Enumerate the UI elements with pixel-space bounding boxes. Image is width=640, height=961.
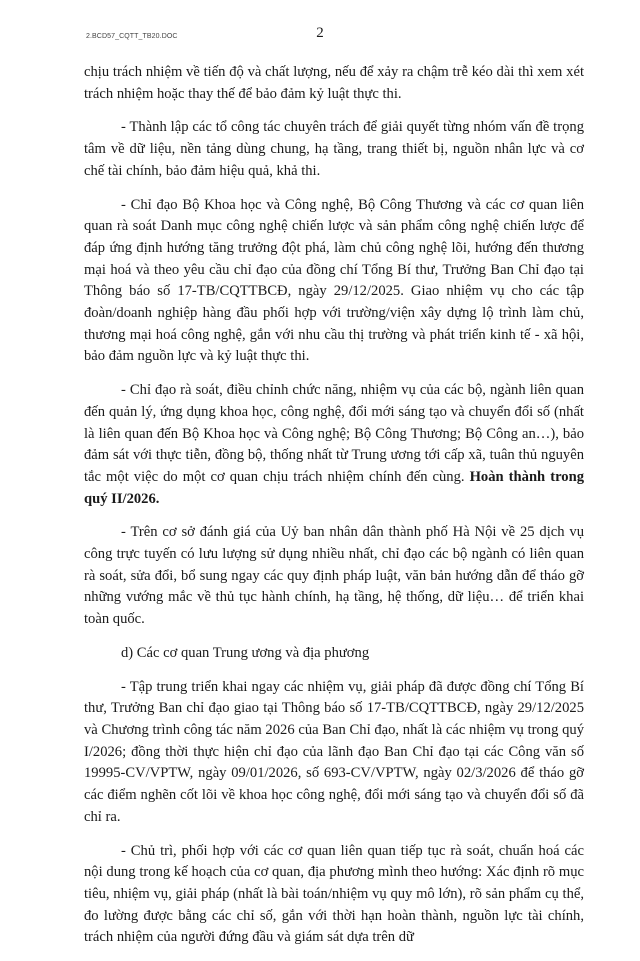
document-file-code: 2.BCD57_CQTT_TB20.DOC (86, 33, 178, 40)
paragraph-strategic-technology: - Chỉ đạo Bộ Khoa học và Công nghệ, Bộ Công Thương và các cơ quan liên quan rà soát Danh mục công nghệ chiến lược và sản phẩm công nghệ chiến lược để đáp ứng định hướng tăng trưởng đột phá, làm chủ công nghệ lõi, hướng đến thương mại hoá và theo yêu cầu chỉ đạo của đồng chí Tổng Bí thư, Trưởng Ban Chỉ đạo tại Thông báo số 17-TB/CQTTBCĐ, ngày 29/12/2025. Giao nhiệm vụ cho các tập đoàn/doanh nghiệp hàng đầu phối hợp với trường/viện xây dựng lộ trình làm chủ, thương mại hoá công nghệ, gắn với nhu cầu thị trường và phát triển kinh tế - xã hội, bảo đảm nguồn lực và kỷ luật thực thi. (84, 196, 584, 365)
section-heading-d: d) Các cơ quan Trung ương và địa phương (121, 644, 370, 661)
deadline-text: Hoàn thành trong quý II/2026. (84, 468, 584, 507)
paragraph-continuation: chịu trách nhiệm về tiến độ và chất lượng, nếu để xảy ra chậm trễ kéo dài thì xem xét trách nhiệm hoặc thay thế để bảo đảm kỷ luật thực thi. (84, 64, 584, 102)
paragraph-task-forces: - Thành lập các tổ công tác chuyên trách để giải quyết từng nhóm vấn đề trọng tâm về dữ liệu, nền tảng dùng chung, hạ tầng, trang thiết bị, nguồn nhân lực và cơ chế tài chính, bảo đảm hiệu quả, khả thi. (84, 119, 584, 179)
paragraph-public-services: - Trên cơ sở đánh giá của Uỷ ban nhân dân thành phố Hà Nội về 25 dịch vụ công trực tuyến có lưu lượng sử dụng nhiều nhất, chỉ đạo các bộ ngành có liên quan rà soát, sửa đổi, bổ sung ngay các quy định pháp luật, văn bản hướng dẫn để tháo gỡ những vướng mắc về thủ tục hành chính, hạ tầng, hệ thống, dữ liệu… để triển khai toàn quốc. (84, 524, 584, 628)
page-number: 2 (316, 25, 324, 41)
paragraph-review-functions (84, 380, 584, 510)
paragraph-standardize-plans: - Chủ trì, phối hợp với các cơ quan liên quan tiếp tục rà soát, chuẩn hoá các nội dung trong kế hoạch của cơ quan, địa phương mình theo hướng: Xác định rõ mục tiêu, nhiệm vụ, giải pháp (nhất là bài toán/nhiệm vụ quy mô lớn), rõ sản phẩm cụ thể, đo lường được bằng các chỉ số, gắn với thời hạn hoàn thành, nguồn lực tài chính, trách nhiệm của người đứng đầu và giám sát dựa trên dữ (84, 842, 584, 946)
document-body (84, 62, 584, 961)
paragraph-review-functions-text: - Chỉ đạo rà soát, điều chỉnh chức năng, nhiệm vụ của các bộ, ngành liên quan đến quản lý, ứng dụng khoa học, công nghệ, đổi mới sáng tạo và chuyển đổi số (nhất là liên quan đến Bộ Khoa học và Công nghệ; Bộ Công Thương; Bộ Công an…), bảo đảm sát với thực tiễn, đồng bộ, thống nhất từ Trung ương tới cấp xã, tuân thủ nguyên tắc một việc do một cơ quan chịu trách nhiệm chính đến cùng. (84, 382, 584, 485)
paragraph-implement-tasks: - Tập trung triển khai ngay các nhiệm vụ, giải pháp đã được đồng chí Tổng Bí thư, Trưởng Ban chỉ đạo giao tại Thông báo số 17-TB/CQTTBCĐ, ngày 29/12/2025 và Chương trình công tác năm 2026 của Ban Chỉ đạo, nhất là các nhiệm vụ trong quý I/2026; đồng thời thực hiện chỉ đạo của lãnh đạo Ban Chỉ đạo tại các Công văn số 19995-CV/VPTW, ngày 09/01/2026, số 693-CV/VPTW, ngày 02/3/2026 để tháo gỡ các điểm nghẽn cốt lõi về khoa học công nghệ, đổi mới sáng tạo và chuyển đổi số đã chỉ ra. (84, 678, 584, 825)
